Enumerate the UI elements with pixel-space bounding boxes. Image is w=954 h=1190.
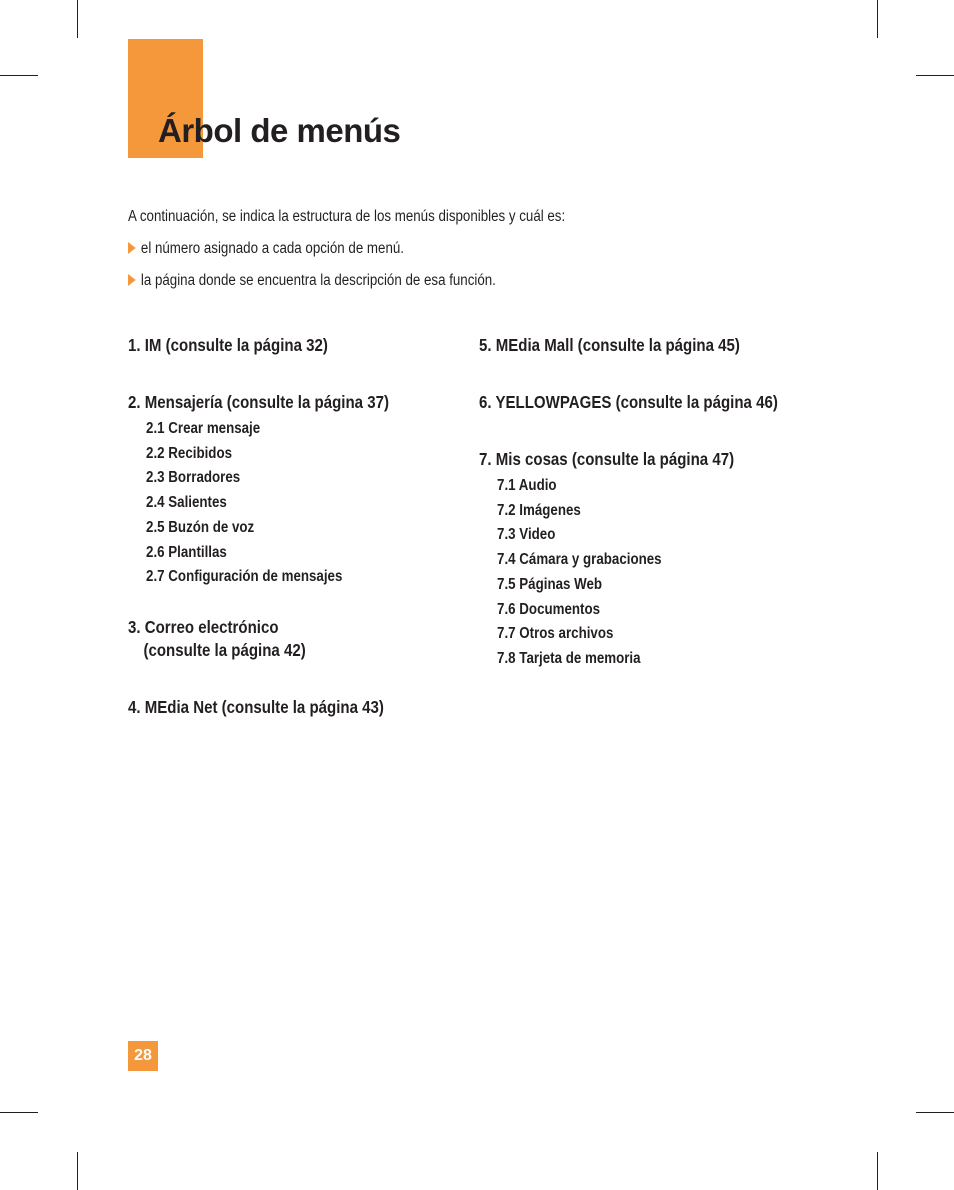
menu-section-5: 5. MEdia Mall (consulte la página 45) xyxy=(479,335,740,355)
menu-column-right xyxy=(479,334,819,672)
menu-subitem: 7.8 Tarjeta de memoria xyxy=(497,649,641,667)
menu-subitem: 7.4 Cámara y grabaciones xyxy=(497,551,662,569)
page-number: 28 xyxy=(128,1041,158,1071)
menu-subitem: 2.5 Buzón de voz xyxy=(146,518,255,536)
menu-section-3-page: (consulte la página 42) xyxy=(143,639,306,660)
intro-bullet xyxy=(128,271,496,291)
menu-column-left xyxy=(128,334,468,719)
intro-bullet-text: el número asignado a cada opción de menú. xyxy=(140,240,404,257)
bullet-triangle-icon xyxy=(128,242,136,254)
intro-text: A continuación, se indica la estructura de los menús disponibles y cuál es: xyxy=(128,208,566,225)
menu-subitem: 2.3 Borradores xyxy=(146,469,241,487)
menu-section-2: 2. Mensajería (consulte la página 37) xyxy=(128,392,389,412)
crop-mark xyxy=(77,1152,78,1190)
crop-mark xyxy=(77,0,78,38)
menu-subitem: 7.1 Audio xyxy=(497,477,557,494)
menu-subitem: 7.2 Imágenes xyxy=(497,501,581,519)
menu-subitem: 7.3 Video xyxy=(497,526,556,544)
crop-mark xyxy=(877,0,878,38)
menu-section-7: 7. Mis cosas (consulte la página 47) xyxy=(479,449,735,469)
crop-mark xyxy=(0,75,38,76)
menu-subitem: 7.6 Documentos xyxy=(497,600,601,618)
crop-mark xyxy=(877,1152,878,1190)
menu-section-3: 3. Correo electrónico xyxy=(128,616,279,637)
crop-mark xyxy=(916,75,954,76)
intro-bullet xyxy=(128,239,404,259)
bullet-triangle-icon xyxy=(128,274,136,286)
menu-subitem: 7.7 Otros archivos xyxy=(497,625,614,643)
crop-mark xyxy=(0,1112,38,1113)
menu-subitem: 2.1 Crear mensaje xyxy=(146,420,261,437)
menu-section-4: 4. MEdia Net (consulte la página 43) xyxy=(128,696,384,717)
crop-mark xyxy=(916,1112,954,1113)
intro-bullet-text: la página donde se encuentra la descripción de esa función. xyxy=(140,272,496,289)
menu-subitem: 2.6 Plantillas xyxy=(146,543,227,561)
menu-subitem: 2.4 Salientes xyxy=(146,494,227,512)
menu-subitem: 2.7 Configuración de mensajes xyxy=(146,568,343,586)
page-title: Árbol de menús xyxy=(158,112,401,149)
menu-subitem: 2.2 Recibidos xyxy=(146,444,233,462)
menu-section-6: 6. YELLOWPAGES (consulte la página 46) xyxy=(479,392,778,412)
menu-subitem: 7.5 Páginas Web xyxy=(497,575,603,593)
menu-section-1: 1. IM (consulte la página 32) xyxy=(128,335,328,355)
